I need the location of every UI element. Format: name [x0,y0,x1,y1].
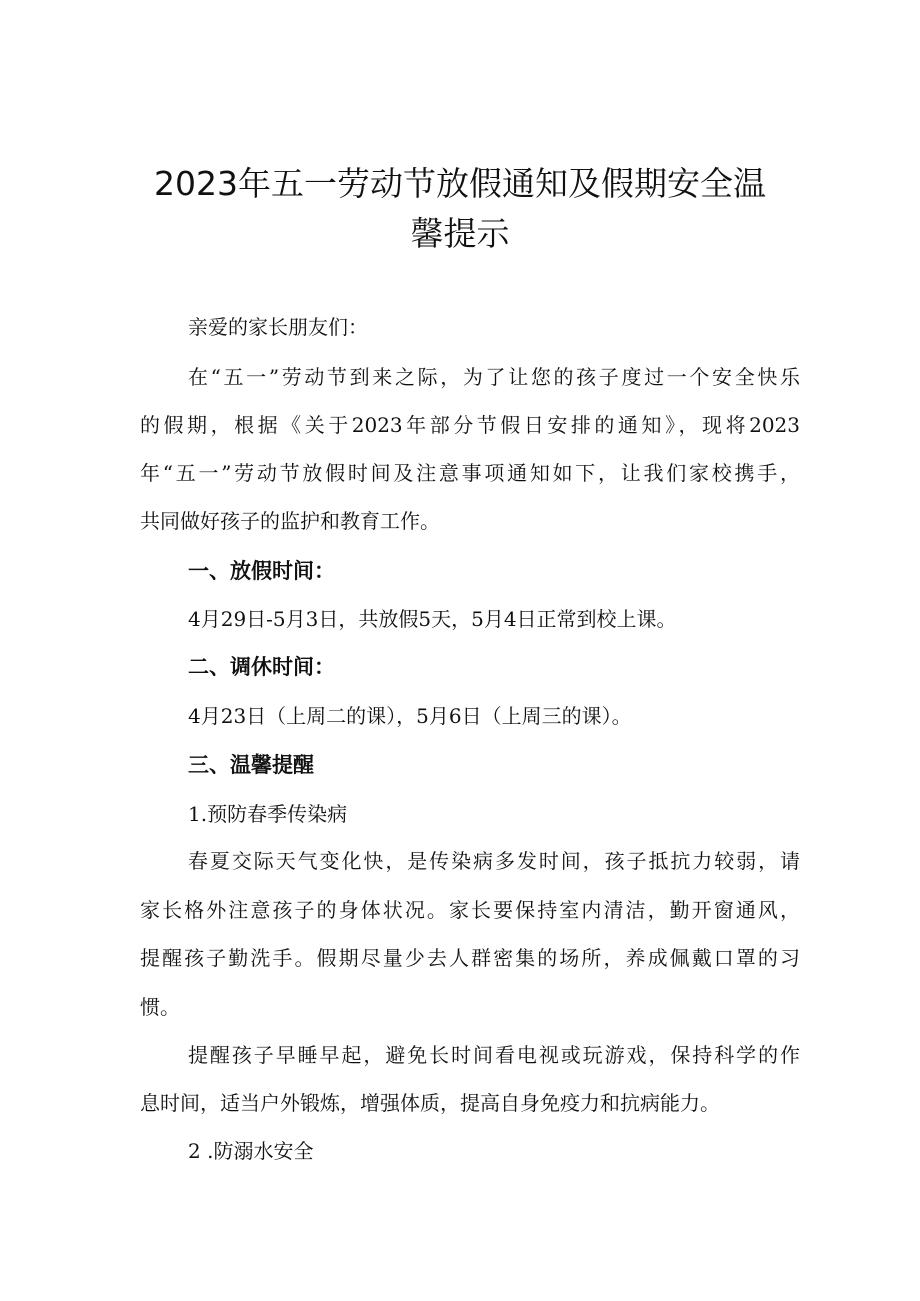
intro-line-1: 在“五一”劳动节到来之际，为了让您的孩子度过一个安全快乐 [188,365,800,389]
makeup-days-text: 4月23日（上周二的课），5月6日（上周三的课）。 [188,704,632,728]
section-heading-holiday-time: 一、放假时间： [188,559,335,583]
reminder-item-1-para-1-line-1: 春夏交际天气变化快，是传染病多发时间，孩子抵抗力较弱，请 [188,849,800,873]
reminder-item-1-para-1-line-2: 家长格外注意孩子的身体状况。家长要保持室内清洁，勤开窗通风， [140,898,800,922]
reminder-item-1-para-1-line-4: 惯。 [140,995,180,1019]
reminder-item-1-para-2-line-2: 息时间，适当户外锻炼，增强体质，提高自身免疫力和抗病能力。 [140,1091,720,1115]
section-heading-makeup-days: 二、调休时间： [188,655,335,679]
document-title-line-2: 馨提示 [410,214,510,253]
reminder-item-1-title: 1.预防春季传染病 [188,802,348,826]
document-title-line-1: 2023年五一劳动节放假通知及假期安全温 [154,164,766,203]
intro-line-2: 的假期，根据《关于2023年部分节假日安排的通知》，现将2023 [140,413,800,437]
reminder-item-1-para-1-line-3: 提醒孩子勤洗手。假期尽量少去人群密集的场所，养成佩戴口罩的习 [140,946,800,970]
reminder-item-2-title: 2 .防溺水安全 [188,1139,314,1163]
section-heading-reminders: 三、温馨提醒 [188,753,314,777]
holiday-time-text: 4月29日-5月3日，共放假5天，5月4日正常到校上课。 [188,607,677,631]
intro-line-3: 年“五一”劳动节放假时间及注意事项通知如下，让我们家校携手， [140,461,800,485]
reminder-item-1-para-2-line-1: 提醒孩子早睡早起，避免长时间看电视或玩游戏，保持科学的作 [188,1043,800,1067]
intro-line-4: 共同做好孩子的监护和教育工作。 [140,509,440,533]
greeting: 亲爱的家长朋友们： [188,315,368,339]
